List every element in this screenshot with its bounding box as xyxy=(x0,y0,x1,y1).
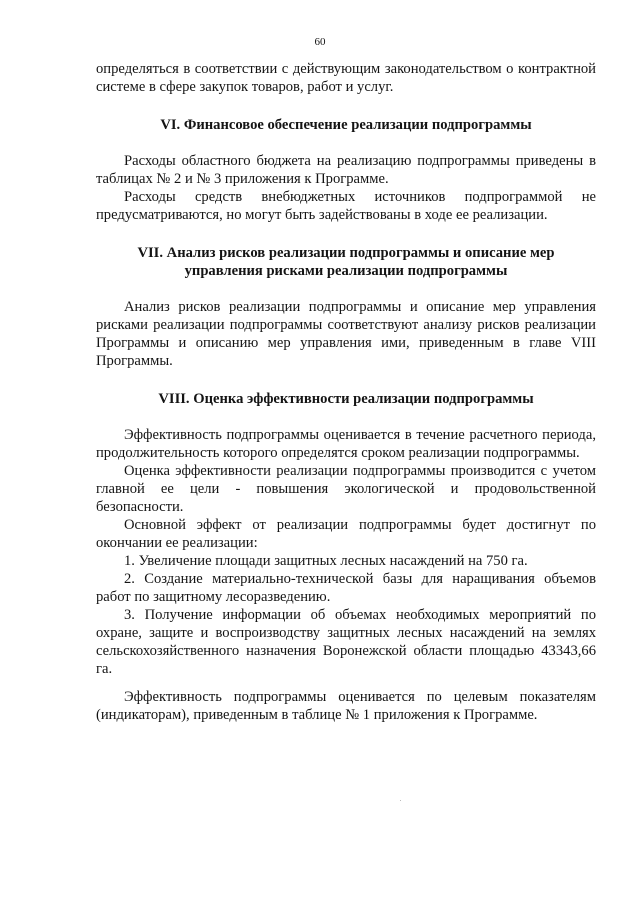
paragraph-main-effect: Основной эффект от реализации подпрограммы будет достигнут по окончании ее реализации: xyxy=(96,517,596,551)
page-number: 60 xyxy=(314,36,326,48)
document-body xyxy=(96,60,596,724)
paragraph-continuation: определяться в соответствии с действующим законодательством о контрактной системе в сфере закупок товаров, работ и услуг. xyxy=(96,61,596,95)
paragraph-risk-analysis: Анализ рисков реализации подпрограммы и описание мер управления рисками реализации подпрограммы соответствуют анализу рисков реализации Программы и описанию мер управления ими, приведенным в главе VIII Программы. xyxy=(96,299,596,369)
paragraph-extrabudgetary: Расходы средств внебюджетных источников подпрограммой не предусматриваются, но могут быть задействованы в ходе ее реализации. xyxy=(96,189,596,223)
list-item-2: 2. Создание материально-технической базы для наращивания объемов работ по защитному лесоразведению. xyxy=(96,571,596,605)
paragraph-indicators: Эффективность подпрограммы оценивается по целевым показателям (индикаторам), приведенным в таблице № 1 приложения к Программе. xyxy=(96,689,596,723)
section-heading-vii: VII. Анализ рисков реализации подпрограммы и описание мер управления рисками реализации подпрограммы xyxy=(137,245,555,279)
list-item-1: 1. Увеличение площади защитных лесных насаждений на 750 га. xyxy=(124,553,528,569)
paragraph-efficiency-period: Эффективность подпрограммы оценивается в течение расчетного периода, продолжительность которого определятся сроком реализации подпрограммы. xyxy=(96,427,596,461)
section-heading-vi: VI. Финансовое обеспечение реализации подпрограммы xyxy=(160,117,532,133)
scan-speck xyxy=(400,800,401,801)
paragraph-efficiency-goal: Оценка эффективности реализации подпрограммы производится с учетом главной ее цели - повышения экологической и продовольственной безопасности. xyxy=(96,463,596,515)
paragraph-budget-expenses: Расходы областного бюджета на реализацию подпрограммы приведены в таблицах № 2 и № 3 приложения к Программе. xyxy=(96,153,596,187)
section-heading-viii: VIII. Оценка эффективности реализации подпрограммы xyxy=(158,391,534,407)
list-item-3: 3. Получение информации об объемах необходимых мероприятий по охране, защите и воспроизводству защитных лесных насаждений на землях сельскохозяйственного назначения Воронежской области площадью 43343,66 га. xyxy=(96,607,596,677)
